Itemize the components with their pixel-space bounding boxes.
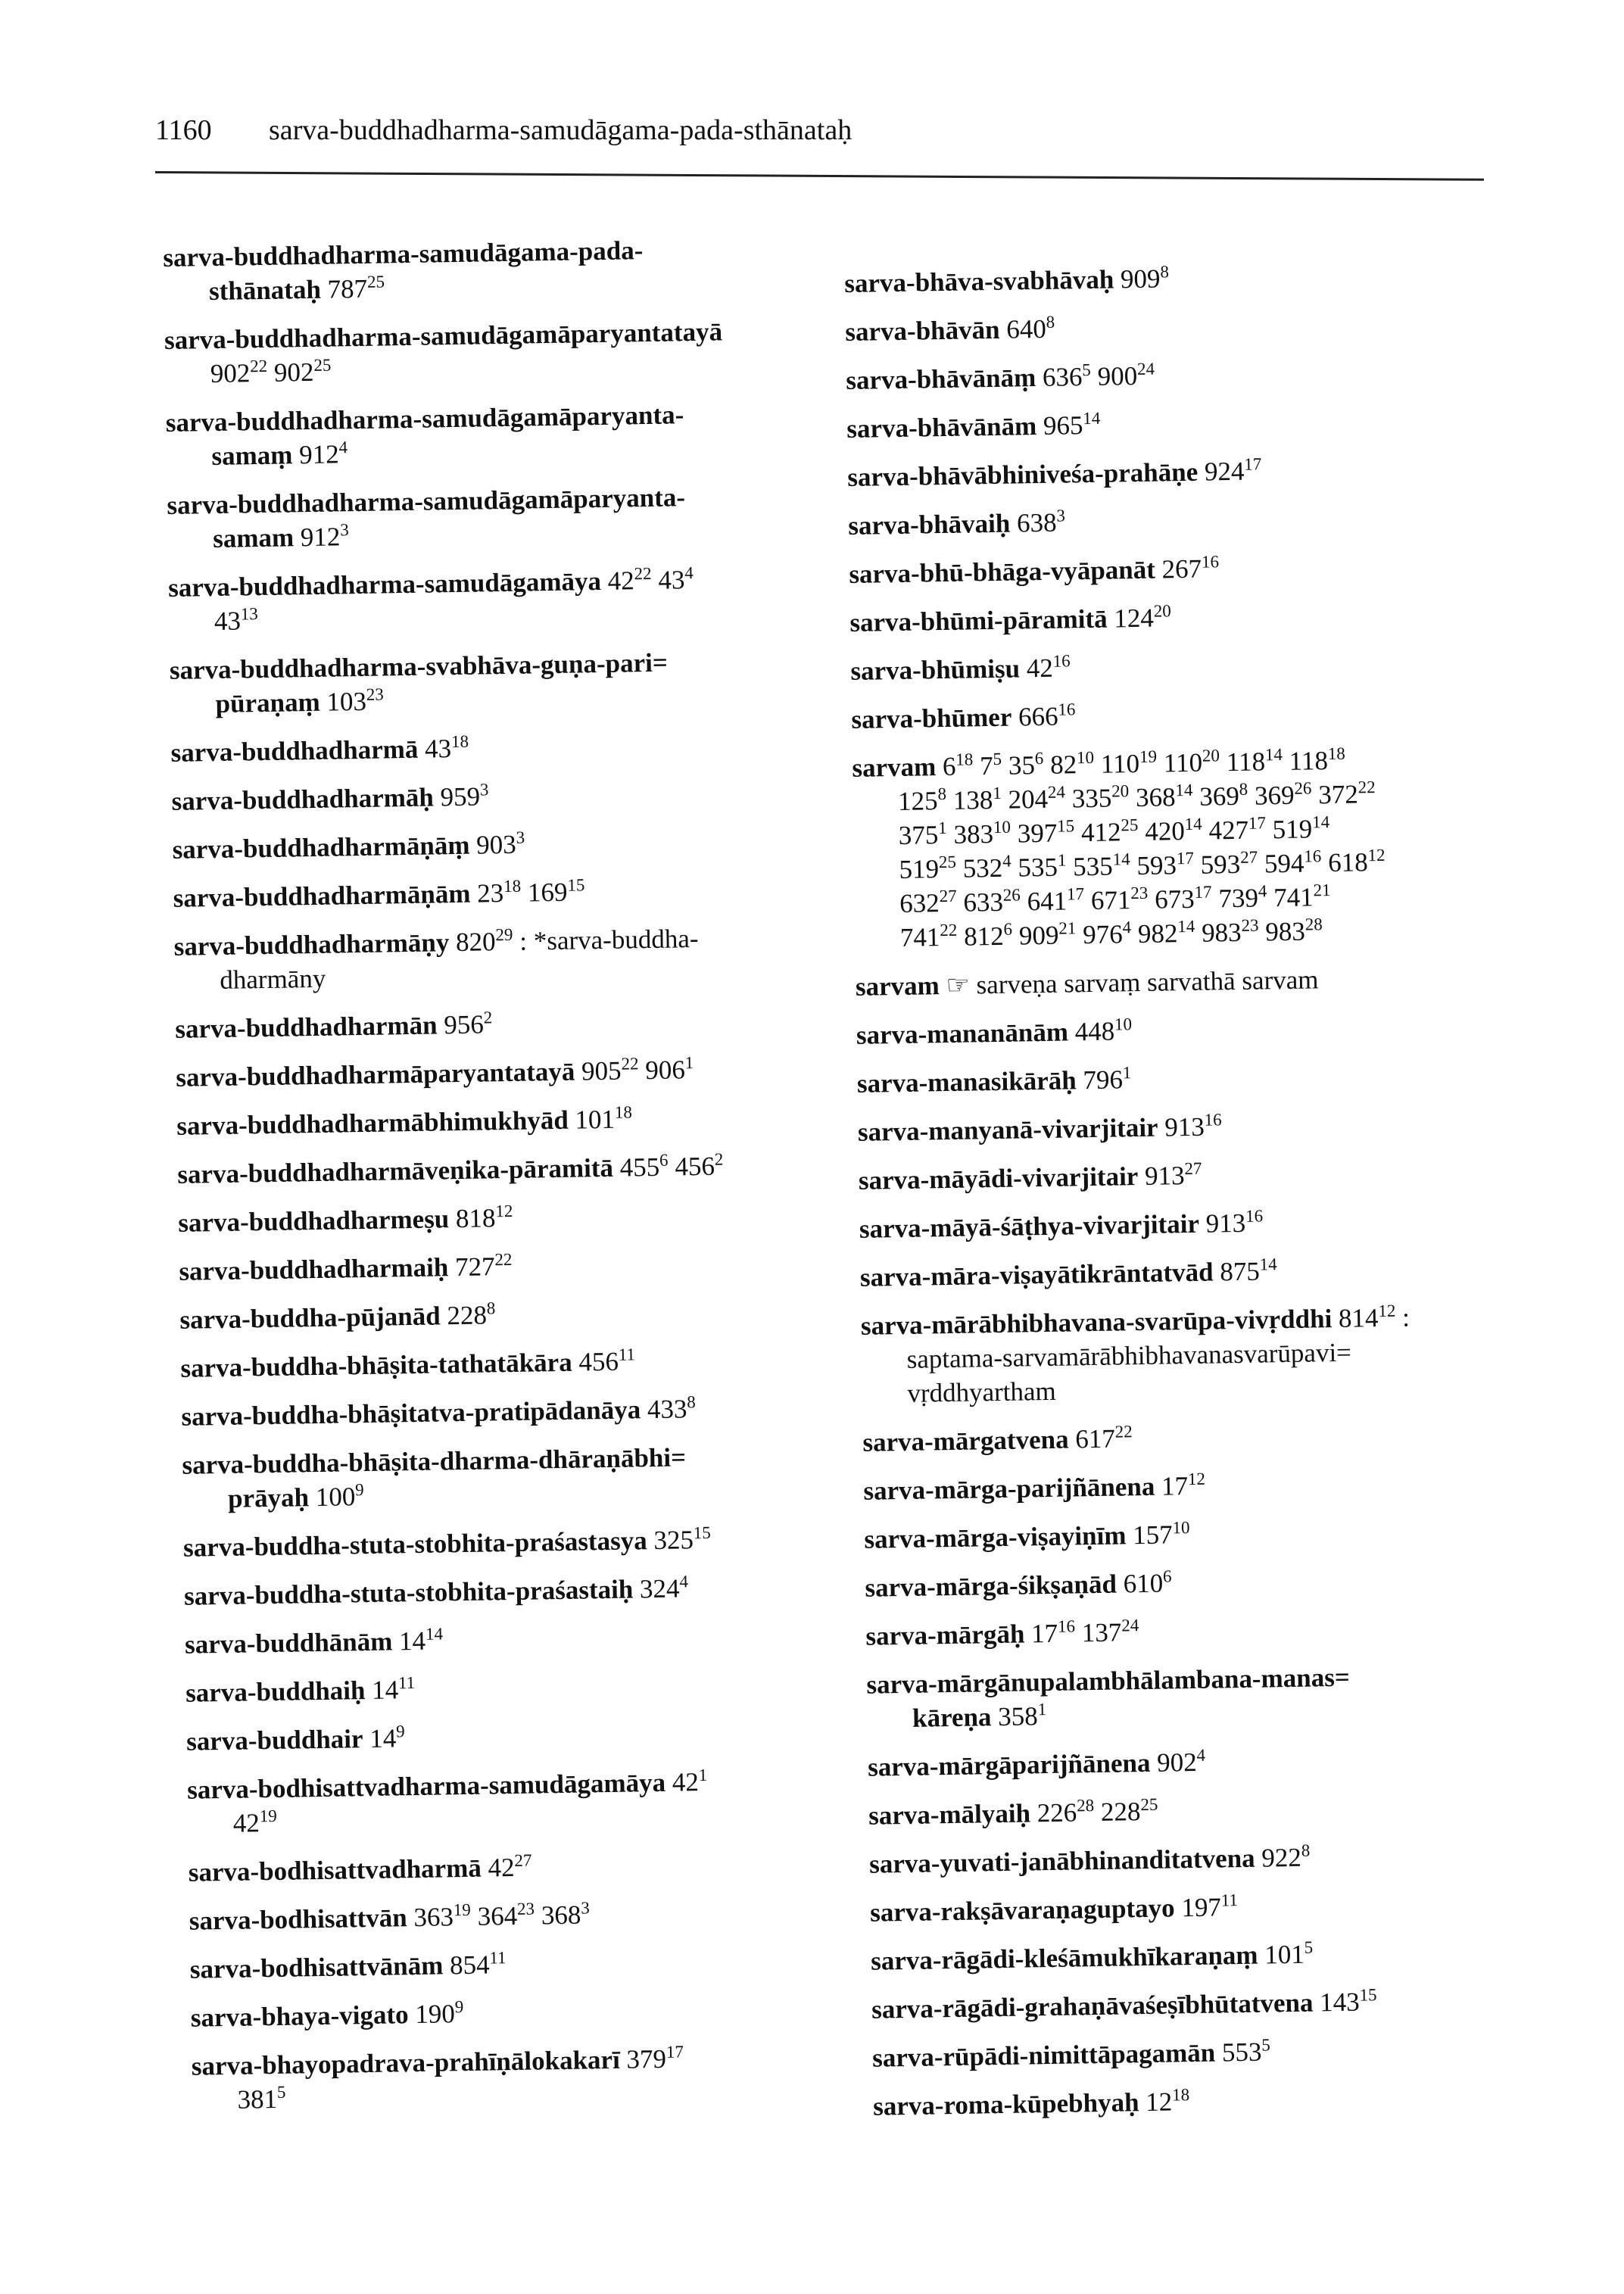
index-entry	[185, 1616, 912, 1662]
entry-headword: sarva-bhaya-vigato	[190, 1999, 409, 2033]
entry-headword: sarva-buddhaiḥ	[185, 1675, 366, 1708]
entry-references: $455^6$ $456^2$	[619, 1149, 724, 1183]
entry-references: $226^{28}$ $228^{25}$	[1036, 1794, 1158, 1828]
index-entry	[871, 1981, 1599, 2027]
entry-line	[191, 1990, 918, 2035]
entry-headword: sarva-bodhisattvadharma-samudāgamāya	[186, 1767, 666, 1805]
entry-references: saptama-sarvamārābhibhavanasvarūpavi=	[906, 1337, 1352, 1374]
index-entry	[851, 691, 1579, 737]
entry-line	[856, 1007, 1584, 1052]
entry-headword: sarva-bhūmer	[851, 702, 1012, 734]
entry-line	[865, 1560, 1592, 1605]
entry-references: $727^{22}$	[454, 1249, 513, 1283]
entry-headword: sarva-buddhadharma-samudāgama-pada-	[163, 235, 644, 273]
entry-references: $553^5$	[1221, 2035, 1271, 2068]
running-head: sarva-buddhadharma-samudāgama-pada-sthānataḥ	[269, 114, 853, 146]
entry-headword: sarva-mālyaiḥ	[868, 1798, 1031, 1831]
entry-line	[846, 352, 1573, 397]
entry-headword: sarva-buddhadharmeṣu	[178, 1204, 450, 1238]
entry-headword: sarva-buddhadharma-samudāgamāparyantatayā	[164, 316, 723, 355]
index-entry	[182, 1437, 909, 1516]
entry-references: $519^{25}$ $532^4$ $535^1$ $535^{14}$ $593^{17}$ $593^{27}$ $594^{16}$ $618^{12}$	[899, 845, 1386, 884]
index-entry	[192, 2038, 919, 2118]
entry-references: $903^3$	[475, 828, 525, 860]
entry-references: $381^5$	[237, 2082, 286, 2115]
index-entry	[870, 1884, 1598, 1930]
entry-references: $23^{18}$ $169^{15}$	[476, 875, 585, 909]
entry-references: $101^{18}$	[575, 1102, 633, 1135]
entry-references: $143^{15}$	[1319, 1985, 1377, 2018]
index-entry	[873, 2078, 1601, 2124]
entry-headword: sarva-buddha-pūjanād	[179, 1301, 441, 1335]
entry-line	[179, 1243, 906, 1289]
entry-headword: sarva-bhāvaiḥ	[848, 508, 1011, 541]
entry-references: $820^{29}$ : *sarva-buddha-	[455, 924, 699, 958]
entry-headword: sarva-buddhadharma-samudāgamāparyanta-	[167, 482, 686, 520]
entry-headword: sarva-bhāvān	[845, 314, 1000, 347]
entry-line	[172, 821, 899, 867]
entry-line	[189, 1844, 916, 1890]
entry-headword: sarva-rāgādi-kleśāmukhīkaraṇaṃ	[870, 1940, 1258, 1976]
entry-references: $267^{16}$	[1161, 552, 1220, 584]
entry-headword: sarva-bhūmiṣu	[850, 653, 1021, 686]
entry-line	[859, 1201, 1587, 1246]
index-entry	[859, 1152, 1586, 1198]
entry-line	[175, 1001, 902, 1046]
entry-references: $124^{20}$	[1114, 601, 1171, 634]
entry-line	[849, 546, 1576, 591]
index-entry	[862, 1414, 1590, 1460]
entry-line	[863, 1463, 1591, 1508]
index-entry	[181, 1389, 909, 1434]
entry-references: $190^9$	[415, 1997, 464, 2030]
index-entry	[184, 1568, 912, 1613]
entry-references: $814^{12}$ :	[1338, 1301, 1410, 1333]
page-header	[155, 112, 1488, 148]
entry-references: $638^3$	[1016, 506, 1066, 538]
index-entry	[861, 1298, 1589, 1411]
index-entry	[869, 1836, 1597, 1881]
entry-headword: sarva-buddha-stuta-stobhita-praśastasya	[182, 1526, 647, 1563]
entry-references: $363^{19}$ $364^{23}$ $368^3$	[413, 1898, 590, 1933]
entry-references: $125^8$ $138^1$ $204^{24}$ $335^{20}$ $368^{14}$ $369^8$ $369^{26}$ $372^{22}$	[897, 778, 1376, 816]
index-entry	[165, 394, 893, 474]
entry-references: $617^{22}$	[1074, 1422, 1133, 1454]
entry-headword: sarva-bodhisattvān	[189, 1903, 407, 1936]
index-entry	[849, 594, 1577, 640]
entry-references: $913^{27}$	[1144, 1158, 1202, 1191]
entry-line	[171, 773, 899, 818]
entry-line	[873, 2078, 1601, 2124]
index-entry	[176, 1049, 903, 1095]
entry-headword: sarva-mārgāparijñānena	[867, 1747, 1151, 1782]
entry-references: $42^1$	[672, 1765, 708, 1797]
entry-line	[179, 1292, 907, 1337]
page-number: 1160	[155, 114, 212, 146]
entry-headword: sarva-mārgatvena	[862, 1424, 1069, 1457]
entry-references: $875^{14}$	[1219, 1255, 1277, 1287]
entry-line	[860, 1249, 1588, 1295]
index-entry	[177, 1146, 905, 1192]
index-entry	[170, 642, 897, 722]
entry-headword: sarva-bhāvābhiniveśa-prahāṇe	[847, 457, 1199, 492]
entry-references: $741^{22}$ $812^6$ $909^{21}$ $976^4$ $982^{14}$ $983^{23}$ $983^{28}$	[899, 915, 1323, 952]
entry-references: $456^{11}$	[578, 1345, 636, 1377]
index-entry	[848, 497, 1576, 543]
entry-headword: sarva-mārgānupalambhālambana-manas=	[866, 1662, 1351, 1700]
index-entry	[173, 918, 901, 998]
entry-line	[859, 1152, 1586, 1198]
entry-references: $905^{22}$ $906^1$	[581, 1053, 694, 1086]
entry-headword: sarva-buddha-bhāṣitatva-pratipādanāya	[181, 1395, 641, 1432]
entry-references: $956^2$	[443, 1008, 493, 1040]
index-entry	[180, 1340, 908, 1385]
index-entry	[189, 1844, 916, 1890]
index-entry	[179, 1243, 906, 1289]
entry-references: $448^{10}$	[1074, 1015, 1133, 1047]
entry-headword: sarva-bhayopadrava-prahīṇālokakarī	[191, 2044, 621, 2081]
entry-headword: sarva-buddhānām	[184, 1626, 393, 1660]
entry-references: $325^{15}$	[653, 1523, 711, 1556]
entry-references: $922^8$	[1261, 1840, 1311, 1873]
entry-references: $909^8$	[1120, 262, 1170, 295]
entry-headword: sarva-mārga-viṣayiṇīm	[864, 1520, 1127, 1554]
entry-references: $924^{17}$	[1204, 454, 1262, 487]
entry-references: $101^5$	[1264, 1937, 1314, 1970]
entry-headword: sarva-buddhadharmāṇāṃ	[172, 830, 470, 865]
entry-references: $375^1$ $383^{10}$ $397^{15}$ $412^{25}$ $420^{14}$ $427^{17}$ $519^{14}$	[898, 812, 1330, 850]
entry-references: $913^{16}$	[1205, 1206, 1264, 1239]
entry-headword: sarva-māyādi-vivarjitair	[858, 1161, 1139, 1195]
entry-headword: sarva-buddhadharmāṇy	[173, 927, 450, 962]
index-entry	[865, 1560, 1592, 1605]
entry-headword: sarva-roma-kūpebhyaḥ	[872, 2087, 1139, 2121]
entry-references: $157^{10}$	[1132, 1518, 1190, 1551]
entry-headword: samam	[212, 522, 295, 554]
entry-line	[871, 1933, 1598, 1978]
entry-references: $787^{25}$	[327, 272, 385, 304]
entry-references: $913^{16}$	[1164, 1110, 1222, 1142]
index-entry	[859, 1201, 1587, 1246]
entry-line	[189, 1893, 917, 1938]
index-entry	[860, 1249, 1588, 1295]
index-entry	[171, 773, 899, 818]
index-entry	[849, 546, 1576, 591]
entry-line	[185, 1616, 912, 1662]
entry-references: $42^{27}$	[488, 1850, 532, 1883]
index-entry	[172, 821, 899, 867]
entry-line	[176, 1098, 904, 1143]
index-entry	[187, 1762, 915, 1841]
entry-headword: sarvam	[852, 752, 937, 783]
index-entry	[856, 958, 1583, 1004]
entry-headword: sarva-buddhadharmaiḥ	[179, 1252, 449, 1286]
entry-line	[869, 1836, 1597, 1881]
right-column	[844, 255, 1601, 2138]
entry-headword: sarva-manyanā-vivarjitair	[857, 1112, 1158, 1147]
entry-headword: sarva-buddha-bhāṣita-tathatākāra	[180, 1347, 572, 1383]
entry-references: $640^8$	[1005, 312, 1055, 344]
entry-references: $100^9$	[315, 1480, 364, 1513]
entry-line	[847, 449, 1575, 494]
entry-references: $17^{16}$ $137^{24}$	[1030, 1616, 1139, 1649]
entry-references: $796^1$	[1083, 1063, 1132, 1096]
entry-references: $433^8$	[647, 1392, 696, 1425]
entry-references: $912^4$	[298, 438, 348, 470]
index-entry	[168, 559, 896, 639]
index-entry	[176, 1098, 904, 1143]
entry-line	[872, 2030, 1600, 2075]
entry-headword: sarva-bhāvānāṃ	[846, 363, 1036, 395]
entry-headword: sarva-buddhadharmān	[175, 1010, 438, 1044]
entry-headword: sarva-buddhadharma-samudāgamāya	[167, 566, 602, 603]
entry-headword: sarva-bhāvānām	[846, 411, 1037, 444]
entry-references: $42^{16}$	[1026, 651, 1071, 684]
index-entry	[865, 1608, 1593, 1653]
entry-headword: sarva-buddha-stuta-stobhita-praśastaiḥ	[183, 1574, 634, 1611]
entry-line	[870, 1884, 1598, 1930]
entry-references: $324^4$	[639, 1572, 689, 1604]
entry-headword: sarva-mārgāḥ	[865, 1619, 1025, 1651]
entry-line	[176, 1049, 903, 1095]
entry-line	[177, 1146, 905, 1192]
entry-line	[848, 497, 1576, 543]
index-entry	[868, 1739, 1595, 1784]
index-entry	[847, 449, 1575, 494]
entry-references: dharmāny	[220, 963, 326, 995]
entry-headword: sarva-rūpādi-nimittāpagamān	[871, 2037, 1216, 2073]
entry-references: $12^{18}$	[1145, 2085, 1190, 2118]
entry-references: $610^6$	[1123, 1566, 1172, 1599]
entry-line	[868, 1788, 1596, 1833]
entry-headword: sarva-bhū-bhāga-vyāpanāt	[849, 554, 1156, 589]
entry-references: $358^1$	[997, 1700, 1047, 1732]
entry-headword: sarva-mananānām	[856, 1017, 1069, 1050]
index-entry	[856, 1007, 1584, 1052]
index-entry	[850, 643, 1578, 688]
entry-references: $636^5$ $900^{24}$	[1042, 359, 1155, 392]
entry-references: $14^{14}$	[398, 1624, 444, 1657]
entry-line	[857, 1055, 1585, 1101]
index-entry	[186, 1713, 914, 1759]
entry-headword: sarva-yuvati-janābhinanditatvena	[868, 1843, 1255, 1879]
index-entry	[163, 229, 890, 309]
entry-headword: sarva-mārābhibhavana-svarūpa-vivṛddhi	[860, 1304, 1333, 1341]
entry-line	[850, 643, 1578, 688]
entry-references: $43^{18}$	[424, 731, 469, 764]
index-entry	[191, 1990, 918, 2035]
index-entry	[868, 1788, 1596, 1833]
entry-line	[868, 1739, 1595, 1784]
entry-references: $197^{11}$	[1181, 1890, 1239, 1923]
index-entry	[173, 870, 900, 915]
index-entry	[164, 312, 892, 391]
entry-references: $854^{11}$	[449, 1948, 507, 1981]
entry-references: $818^{12}$	[455, 1201, 513, 1234]
left-column	[163, 229, 919, 2132]
entry-line	[178, 1195, 906, 1240]
index-entry	[179, 1292, 907, 1337]
entry-line	[184, 1568, 912, 1613]
index-entry	[189, 1893, 917, 1938]
entry-headword: sarva-buddha-bhāṣita-dharma-dhāraṇābhi=	[182, 1442, 687, 1480]
index-entry	[845, 304, 1573, 349]
entry-line	[186, 1713, 914, 1759]
entry-references: $42^{19}$	[232, 1806, 277, 1838]
entry-headword: sarva-bhūmi-pāramitā	[849, 603, 1108, 637]
index-entry	[167, 477, 894, 556]
entry-references: $632^{27}$ $633^{26}$ $641^{17}$ $671^{23}$ $673^{17}$ $739^4$ $741^{21}$	[899, 881, 1331, 918]
entry-line	[871, 1981, 1599, 2027]
entry-references: $6^{18}$ $7^5$ $35^6$ $82^{10}$ $110^{19}$ $110^{20}$ $118^{14}$ $118^{18}$	[942, 743, 1346, 782]
entry-references: $902^4$	[1156, 1745, 1206, 1778]
index-entry	[871, 1933, 1598, 1978]
index-entry	[857, 1055, 1585, 1101]
index-entry	[846, 352, 1573, 397]
entry-line	[856, 958, 1583, 1004]
entry-headword: sarva-māyā-śāṭhya-vivarjitair	[859, 1208, 1200, 1244]
entry-line	[180, 1340, 908, 1385]
entry-headword: prāyaḥ	[227, 1482, 310, 1513]
entry-headword: sarvam	[855, 971, 940, 1002]
entry-references: $103^{23}$	[326, 684, 384, 717]
index-entry	[175, 1001, 902, 1046]
entry-line	[190, 1941, 918, 1987]
header-rule	[155, 171, 1484, 181]
entry-line	[851, 691, 1579, 737]
entry-line	[864, 1511, 1591, 1557]
entry-headword: sarva-buddhair	[185, 1724, 363, 1756]
entry-headword: sarva-rakṣāvaraṇaguptayo	[869, 1893, 1175, 1928]
entry-references: $228^8$	[447, 1298, 496, 1331]
index-entry	[866, 1657, 1594, 1736]
entry-line	[845, 304, 1573, 349]
index-entry	[190, 1941, 918, 1987]
entry-headword: sarva-bodhisattvadharmā	[188, 1853, 482, 1887]
entry-headword: sarva-buddhadharma-samudāgamāparyanta-	[165, 400, 684, 438]
index-entry	[185, 1665, 913, 1710]
entry-headword: sarva-rāgādi-grahaṇāvaśeṣībhūtatvena	[871, 1987, 1314, 2024]
entry-references: $965^{14}$	[1043, 408, 1101, 441]
entry-references: vṛddhyartham	[907, 1376, 1056, 1408]
entry-line	[185, 1665, 913, 1710]
index-entry	[846, 401, 1574, 446]
entry-references: $43^{13}$	[214, 604, 258, 636]
index-entry	[183, 1519, 911, 1565]
index-entry	[170, 725, 898, 770]
entry-headword: sarva-māra-viṣayātikrāntatvād	[859, 1257, 1214, 1292]
entry-line	[858, 1104, 1585, 1149]
entry-references: $912^3$	[300, 520, 349, 553]
entry-line	[183, 1519, 911, 1565]
index-entry	[864, 1511, 1591, 1557]
entry-references: $17^{12}$	[1161, 1469, 1206, 1501]
entry-headword: samaṃ	[211, 440, 293, 472]
entry-references: $14^{11}$	[371, 1673, 416, 1705]
entry-headword: sarva-buddhadharmāḥ	[171, 782, 435, 816]
entry-line	[846, 401, 1574, 446]
entry-references: ☞ sarveṇa sarvaṃ sarvathā sarvam	[946, 965, 1319, 1001]
entry-references: $666^{16}$	[1018, 700, 1076, 732]
entry-headword: sarva-manasikārāḥ	[856, 1065, 1077, 1099]
entry-line	[865, 1608, 1593, 1653]
entry-headword: sthānataḥ	[208, 274, 322, 307]
entry-line	[170, 725, 898, 770]
entry-references: $379^{17}$	[626, 2042, 684, 2074]
entry-headword: sarva-buddhadharmā	[170, 734, 419, 768]
index-entry	[858, 1104, 1585, 1149]
entry-line	[862, 1414, 1590, 1460]
entry-headword: kāreṇa	[912, 1702, 992, 1733]
index-entry	[852, 740, 1582, 955]
entry-headword: sarva-mārga-parijñānena	[863, 1471, 1155, 1506]
entry-references: $14^9$	[369, 1722, 405, 1753]
entry-references: $42^{22}$ $43^4$	[607, 563, 694, 596]
entry-headword: sarva-buddhadharmāparyantatayā	[176, 1056, 575, 1092]
index-entry	[863, 1463, 1591, 1508]
entry-line	[173, 870, 900, 915]
entry-line	[181, 1389, 909, 1434]
entry-headword: pūraṇaṃ	[215, 687, 320, 718]
entry-references: $959^3$	[440, 780, 489, 812]
entry-headword: sarva-buddhadharmāṇām	[173, 878, 471, 913]
entry-headword: sarva-bodhisattvānām	[189, 1950, 444, 1984]
index-entry	[844, 255, 1572, 301]
entry-headword: sarva-buddhadharma-svabhāva-guṇa-pari=	[169, 647, 669, 685]
entry-headword: sarva-buddhadharmābhimukhyād	[176, 1105, 569, 1141]
index-entry	[872, 2030, 1600, 2075]
entry-references: $902^{22}$ $902^{25}$	[210, 355, 332, 389]
index-entry	[178, 1195, 906, 1240]
entry-headword: sarva-bhāva-svabhāvaḥ	[844, 264, 1114, 298]
entry-headword: sarva-mārga-śikṣaṇād	[865, 1569, 1117, 1603]
entry-headword: sarva-buddhadharmāveṇika-pāramitā	[177, 1152, 614, 1189]
entry-line	[849, 594, 1577, 640]
entry-line	[844, 255, 1572, 301]
